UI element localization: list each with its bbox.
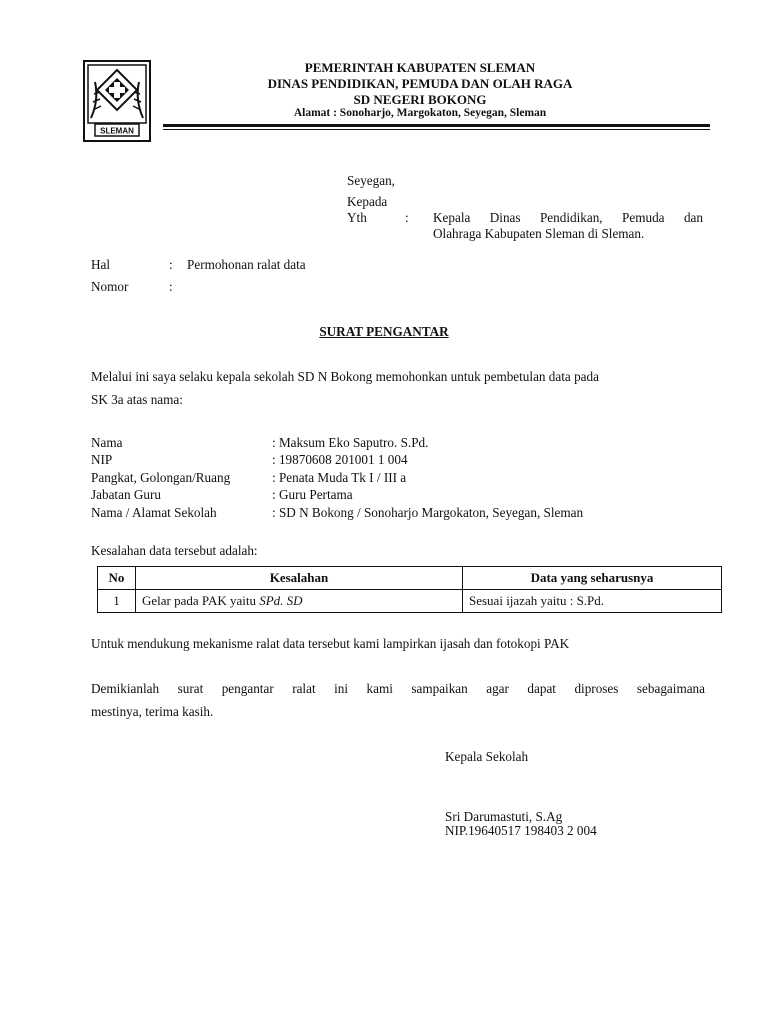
table-row bbox=[98, 590, 722, 613]
detail-value: : Guru Pertama bbox=[272, 487, 353, 502]
intro-line2: SK 3a atas nama: bbox=[91, 392, 183, 407]
detail-label: NIP bbox=[91, 452, 113, 467]
support-text: Untuk mendukung mekanisme ralat data tersebut kami lampirkan ijasah dan fotokopi PAK bbox=[91, 636, 570, 651]
recipient-line1: Kepala Dinas Pendidikan, Pemuda dan bbox=[433, 210, 703, 225]
row-error-text: Gelar pada PAK yaitu bbox=[142, 593, 260, 608]
hal-value: Permohonan ralat data bbox=[187, 257, 306, 272]
hal-colon: : bbox=[169, 257, 173, 272]
detail-label: Nama bbox=[91, 435, 123, 450]
detail-value: : SD N Bokong / Sonoharjo Margokaton, Seyegan, Sleman bbox=[272, 505, 584, 520]
detail-value: : Maksum Eko Saputro. S.Pd. bbox=[272, 435, 429, 450]
header-correct-data: Data yang seharusnya bbox=[463, 567, 722, 590]
signature-name: Sri Darumastuti, S.Ag bbox=[445, 809, 563, 824]
recipient-line2: Olahraga Kabupaten Sleman di Sleman. bbox=[433, 226, 645, 241]
detail-value: : Penata Muda Tk I / III a bbox=[272, 470, 407, 485]
table-header-row bbox=[98, 567, 722, 590]
detail-label: Nama / Alamat Sekolah bbox=[91, 505, 217, 520]
svg-text:SLEMAN: SLEMAN bbox=[100, 126, 134, 136]
closing-line2: mestinya, terima kasih. bbox=[91, 704, 214, 719]
header-no: No bbox=[98, 567, 136, 590]
letterhead-department: DINAS PENDIDIKAN, PEMUDA DAN OLAH RAGA bbox=[267, 76, 573, 91]
intro-line1: Melalui ini saya selaku kepala sekolah SD N Bokong memohonkan untuk pembetulan data pada bbox=[91, 369, 599, 384]
letterhead-address: Alamat : Sonoharjo, Margokaton, Seyegan, Sleman bbox=[293, 107, 547, 119]
letterhead-divider-thin bbox=[163, 129, 710, 130]
letterhead-school: SD NEGERI BOKONG bbox=[353, 92, 487, 107]
row-no: 1 bbox=[98, 590, 136, 613]
row-error bbox=[136, 590, 463, 613]
header-kesalahan: Kesalahan bbox=[136, 567, 463, 590]
row-correct: Sesuai ijazah yaitu : S.Pd. bbox=[463, 590, 722, 613]
nomor-colon: : bbox=[169, 279, 173, 294]
closing-line1: Demikianlah surat pengantar ralat ini kami sampaikan agar dapat diproses sebagaimana bbox=[91, 681, 705, 696]
letterhead-government: PEMERINTAH KABUPATEN SLEMAN bbox=[304, 60, 536, 75]
sleman-crest-icon bbox=[83, 60, 151, 142]
nomor-label: Nomor bbox=[91, 279, 129, 294]
error-table bbox=[97, 566, 722, 613]
letterhead-divider bbox=[163, 124, 710, 127]
letter-place: Seyegan, bbox=[347, 173, 395, 188]
signature-nip: NIP.19640517 198403 2 004 bbox=[445, 823, 597, 838]
signature-role: Kepala Sekolah bbox=[445, 749, 529, 764]
detail-value: : 19870608 201001 1 004 bbox=[272, 452, 408, 467]
detail-label: Jabatan Guru bbox=[91, 487, 161, 502]
recipient-colon: : bbox=[405, 210, 409, 225]
hal-label: Hal bbox=[91, 257, 111, 272]
detail-label: Pangkat, Golongan/Ruang bbox=[91, 470, 231, 485]
row-error-italic: SPd. SD bbox=[259, 593, 303, 608]
letter-title: SURAT PENGANTAR bbox=[319, 324, 449, 339]
sleman-logo bbox=[83, 60, 151, 142]
recipient-kepada: Kepada bbox=[347, 194, 388, 209]
errors-intro: Kesalahan data tersebut adalah: bbox=[91, 543, 258, 558]
recipient-yth: Yth bbox=[347, 210, 367, 225]
